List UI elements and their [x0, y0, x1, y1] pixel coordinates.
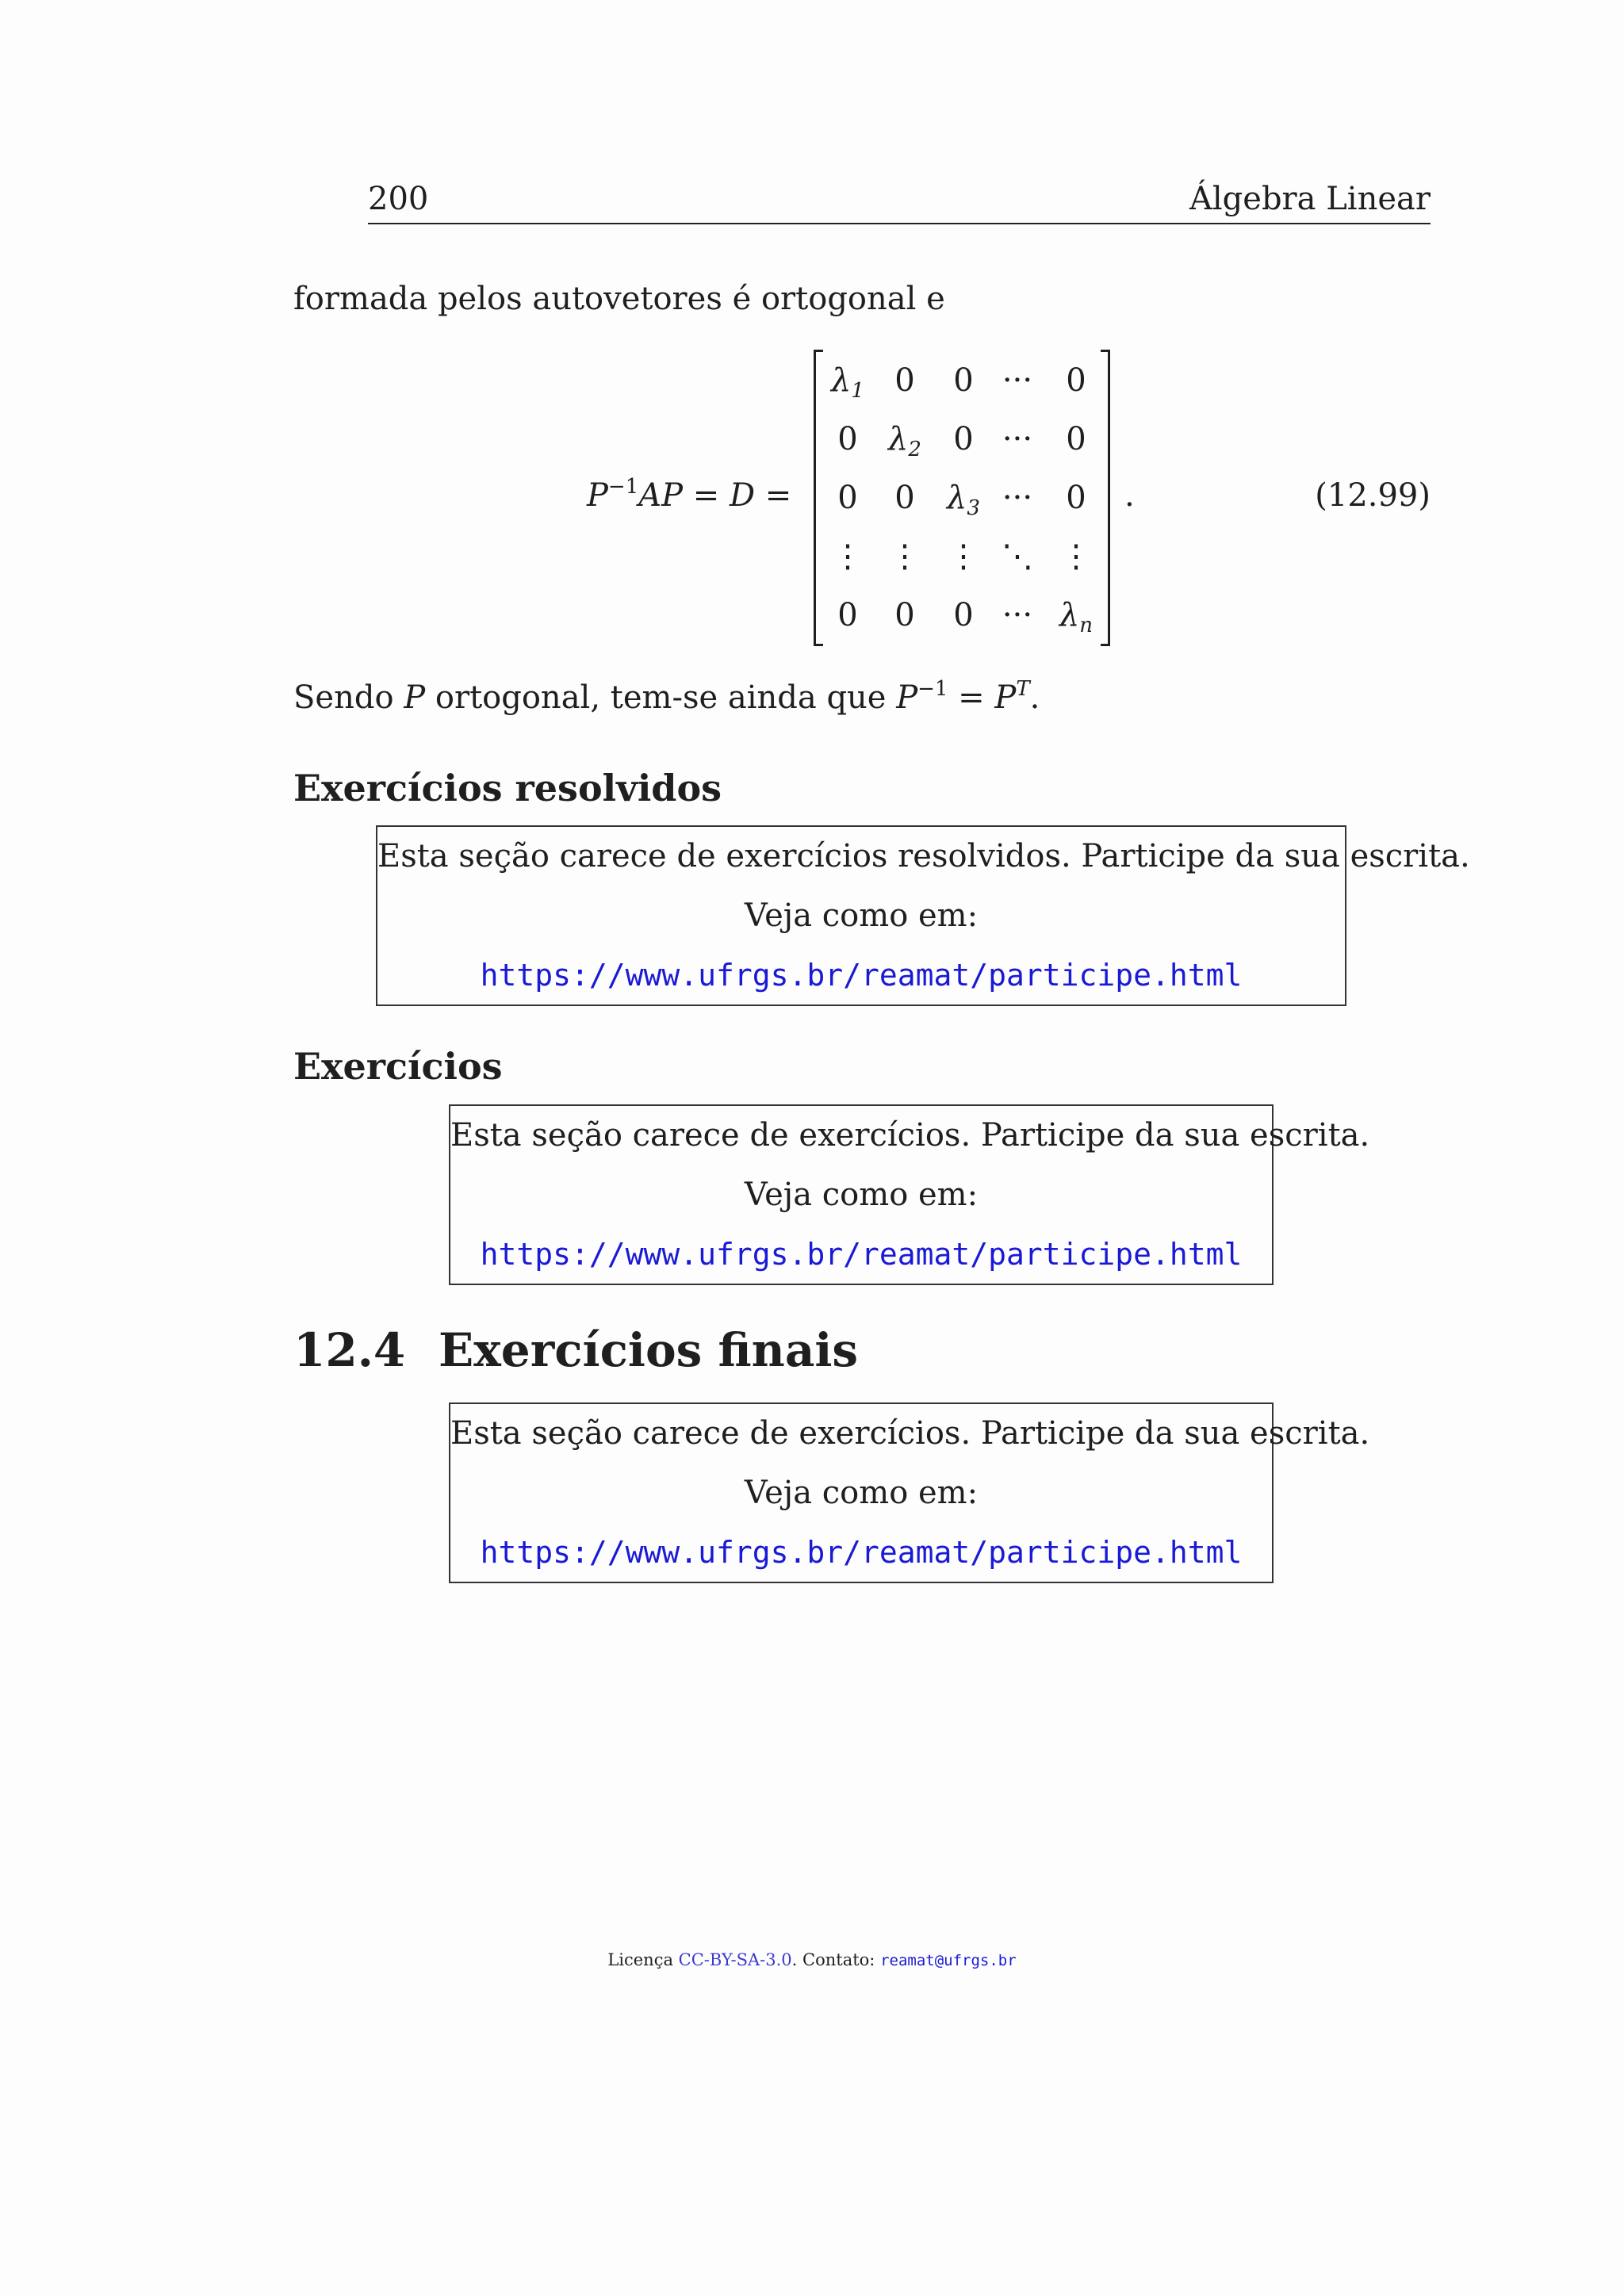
header-rule	[368, 223, 1431, 224]
matrix-entry: ⋮	[1060, 538, 1092, 575]
license-link[interactable]: CC-BY-SA-3.0	[678, 1950, 792, 1969]
matrix-entry: 0	[894, 597, 915, 633]
matrix-entry: 0	[1066, 480, 1086, 516]
symbol-p: P	[994, 679, 1017, 716]
matrix-entry: ···	[1002, 421, 1033, 457]
matrix-entry: $\lambda_n$	[1059, 597, 1094, 637]
eq-equals: =	[755, 477, 792, 514]
matrix-entry: ⋮	[948, 538, 979, 575]
matrix-entry: ⋱	[1002, 538, 1033, 575]
section-title: Exercícios finais	[439, 1323, 859, 1377]
notice-see-how: Veja como em:	[744, 1177, 979, 1213]
matrix-entry: ⋮	[889, 538, 921, 575]
matrix-entry: 0	[953, 362, 974, 399]
running-title: Álgebra Linear	[1189, 181, 1431, 217]
exponent: −1	[917, 677, 948, 701]
notice-see-how: Veja como em:	[744, 897, 979, 934]
equation-lhs	[587, 476, 791, 515]
contact-label: . Contato:	[791, 1950, 881, 1969]
notice-message: Esta seção carece de exercícios. Participe da sua escrita.	[450, 1415, 1370, 1452]
matrix-entry: 0	[894, 362, 915, 399]
heading-exercises: Exercícios	[293, 1045, 503, 1088]
orthogonal-sentence	[293, 678, 1040, 718]
notice-link-row	[450, 1234, 1272, 1274]
page-footer	[0, 1948, 1624, 1973]
matrix-entry: ···	[1002, 597, 1033, 633]
matrix-entry: ···	[1002, 480, 1033, 516]
text-fragment: ortogonal, tem-se ainda que	[425, 679, 897, 716]
symbol-p: P	[896, 679, 918, 716]
matrix-entry: $\lambda_1$	[831, 362, 864, 403]
eq-equals: =	[683, 477, 730, 514]
matrix-entry: 0	[894, 480, 915, 516]
section-number: 12.4	[293, 1323, 406, 1377]
symbol-p: P	[404, 679, 426, 716]
participate-link[interactable]: https://www.ufrgs.br/reamat/participe.html	[480, 1535, 1243, 1570]
notice-message: Esta seção carece de exercícios. Participe da sua escrita.	[450, 1117, 1370, 1154]
heading-solved-exercises: Exercícios resolvidos	[293, 767, 722, 809]
notice-link-row	[377, 955, 1345, 995]
matrix-entry: 0	[837, 480, 858, 516]
eq-symbol-d: D	[730, 477, 756, 514]
matrix-entry: ···	[1002, 362, 1033, 399]
text-fragment: .	[1029, 679, 1040, 716]
equation-period: .	[1124, 477, 1135, 514]
notice-link-row	[450, 1533, 1272, 1572]
participate-link[interactable]: https://www.ufrgs.br/reamat/participe.html	[480, 958, 1243, 993]
equals: =	[948, 679, 995, 716]
matrix-entry: ⋮	[832, 538, 864, 575]
notice-message: Esta seção carece de exercícios resolvidos. Participe da sua escrita.	[377, 838, 1470, 874]
matrix-entry: 0	[953, 421, 974, 457]
notice-see-how: Veja como em:	[744, 1475, 979, 1511]
matrix-entry: 0	[1066, 362, 1086, 399]
equation-number: (12.99)	[1315, 477, 1431, 514]
matrix-entry: 0	[837, 597, 858, 633]
license-label: Licença	[607, 1950, 679, 1969]
matrix-entry: $\lambda_3$	[947, 480, 980, 520]
notice-box-final-exercises	[449, 1402, 1370, 1583]
eq-exponent: −1	[607, 475, 639, 499]
matrix-entry: 0	[953, 597, 974, 633]
eq-symbol-ap: AP	[638, 477, 684, 514]
transpose-exponent: T	[1016, 677, 1030, 701]
notice-box-exercises	[449, 1104, 1370, 1285]
diagonal-matrix	[814, 350, 1110, 646]
intro-paragraph: formada pelos autovetores é ortogonal e	[293, 281, 945, 317]
eq-symbol-p: P	[587, 477, 608, 514]
matrix-entry: 0	[837, 421, 858, 457]
notice-box-solved-exercises	[376, 825, 1470, 1006]
contact-email-link[interactable]: reamat@ufrgs.br	[880, 1952, 1017, 1969]
matrix-entry: $\lambda_2$	[888, 421, 921, 461]
matrix-entry: 0	[1066, 421, 1086, 457]
text-fragment: Sendo	[293, 679, 404, 716]
participate-link[interactable]: https://www.ufrgs.br/reamat/participe.html	[480, 1237, 1243, 1272]
page-number: 200	[368, 181, 429, 217]
